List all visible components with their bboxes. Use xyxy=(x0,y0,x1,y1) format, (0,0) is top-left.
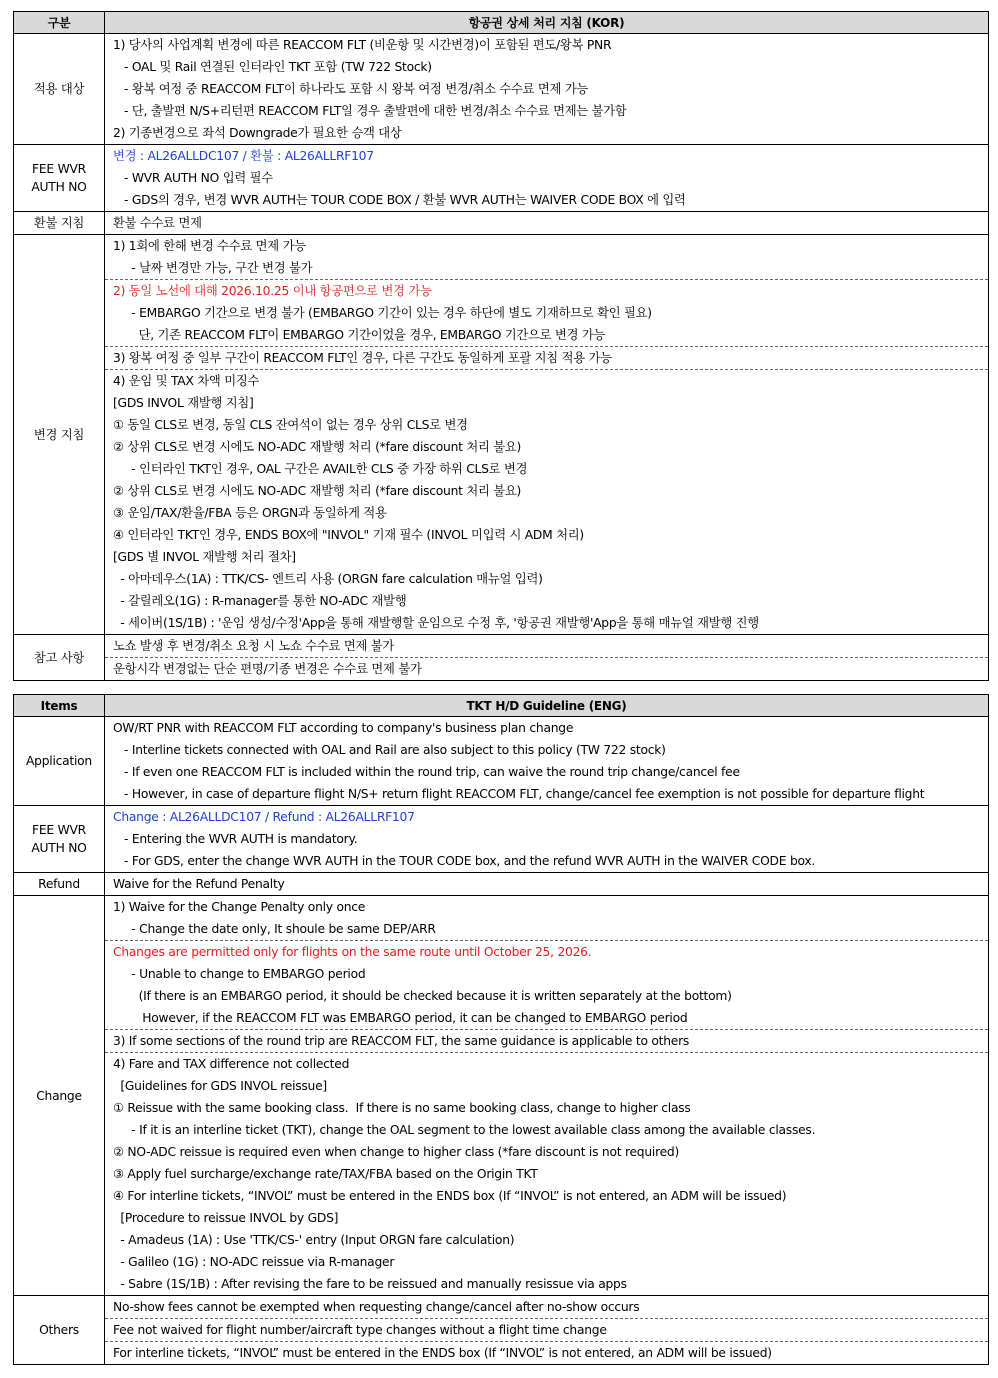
guideline-line: 1) Waive for the Change Penalty only once xyxy=(113,900,366,914)
guideline-line: - 왕복 여정 중 REACCOM FLT이 하나라도 포함 시 왕복 여정 변경/취소 수수료 면제 가능 xyxy=(113,82,589,96)
guideline-line: OW/RT PNR with REACCOM FLT according to company's business plan change xyxy=(113,721,574,735)
table-header-row xyxy=(14,12,989,34)
table-row xyxy=(14,34,989,145)
content-group xyxy=(105,279,988,346)
row-label: 참고 사항 xyxy=(14,635,105,681)
guideline-line: - Galileo (1G) : NO-ADC reissue via R-manager xyxy=(113,1255,395,1269)
guideline-line: Changes are permitted only for flights on the same route until October 25, 2026. xyxy=(113,945,592,959)
content-group xyxy=(105,1296,988,1318)
guideline-line: No-show fees cannot be exempted when requesting change/cancel after no-show occurs xyxy=(113,1300,640,1314)
guideline-line: ④ For interline tickets, “INVOL” must be entered in the ENDS box (If “INVOL” is not entered, an ADM will be issued) xyxy=(113,1189,787,1203)
content-group xyxy=(105,34,988,144)
content-group xyxy=(105,235,988,279)
content-group xyxy=(105,657,988,680)
guideline-line: - Interline tickets connected with OAL and Rail are also subject to this policy (TW 722 stock) xyxy=(113,743,666,757)
guideline-line: For interline tickets, “INVOL” must be entered in the ENDS box (If “INVOL” is not entered, an ADM will be issued) xyxy=(113,1346,772,1360)
content-group xyxy=(105,1318,988,1341)
guideline-line: ② NO-ADC reissue is required even when change to higher class (*fare discount is not required) xyxy=(113,1145,680,1159)
content-group xyxy=(105,635,988,657)
guideline-line: - OAL 및 Rail 연결된 인터라인 TKT 포함 (TW 722 Stock) xyxy=(113,60,432,74)
row-label: 환불 지침 xyxy=(14,212,105,235)
content-group xyxy=(105,145,988,211)
guideline-line: Waive for the Refund Penalty xyxy=(113,877,285,891)
content-group xyxy=(105,717,988,805)
table-row xyxy=(14,235,989,635)
guideline-line: - Entering the WVR AUTH is mandatory. xyxy=(113,832,358,846)
row-content xyxy=(105,145,989,212)
guideline-line: - WVR AUTH NO 입력 필수 xyxy=(113,171,273,185)
table-body xyxy=(14,34,989,681)
row-content xyxy=(105,896,989,1296)
row-content xyxy=(105,873,989,896)
guideline-line: ① 동일 CLS로 변경, 동일 CLS 잔여석이 없는 경우 상위 CLS로 변경 xyxy=(113,418,468,432)
content-group xyxy=(105,940,988,1029)
column-header-category: 구분 xyxy=(14,12,105,34)
guideline-line: - 날짜 변경만 가능, 구간 변경 불가 xyxy=(113,261,313,275)
table-row xyxy=(14,806,989,873)
guideline-line: - 세이버(1S/1B) : '운임 생성/수정'App을 통해 재발행할 운임으로 수정 후, '항공권 재발행'App을 통해 매뉴얼 재발행 진행 xyxy=(113,616,759,630)
row-content xyxy=(105,717,989,806)
content-group xyxy=(105,212,988,234)
row-label: FEE WVR AUTH NO xyxy=(14,145,105,212)
content-group xyxy=(105,806,988,872)
content-group xyxy=(105,346,988,369)
guideline-line: [Guidelines for GDS INVOL reissue] xyxy=(113,1079,327,1093)
row-label: Change xyxy=(14,896,105,1296)
guideline-line: - For GDS, enter the change WVR AUTH in the TOUR CODE box, and the refund WVR AUTH in the WAIVER CODE box. xyxy=(113,854,816,868)
row-content xyxy=(105,806,989,873)
row-label: 변경 지침 xyxy=(14,235,105,635)
content-group xyxy=(105,1341,988,1364)
guideline-line: 노쇼 발생 후 변경/취소 요청 시 노쇼 수수료 면제 불가 xyxy=(113,639,395,653)
row-label: Refund xyxy=(14,873,105,896)
guideline-line: - If it is an interline ticket (TKT), change the OAL segment to the lowest available class among the available classes. xyxy=(113,1123,816,1137)
guideline-line: However, if the REACCOM FLT was EMBARGO period, it can be changed to EMBARGO period xyxy=(113,1011,688,1025)
row-label: FEE WVR AUTH NO xyxy=(14,806,105,873)
guideline-line: ② 상위 CLS로 변경 시에도 NO-ADC 재발행 처리 (*fare discount 처리 불요) xyxy=(113,484,522,498)
guideline-line: 단, 기존 REACCOM FLT이 EMBARGO 기간이었을 경우, EMBARGO 기간으로 변경 가능 xyxy=(113,328,606,342)
guideline-line: 4) Fare and TAX difference not collected xyxy=(113,1057,350,1071)
row-content xyxy=(105,235,989,635)
guideline-line: - 인터라인 TKT인 경우, OAL 구간은 AVAIL한 CLS 중 가장 하위 CLS로 변경 xyxy=(113,462,528,476)
column-header-items: Items xyxy=(14,695,105,717)
guideline-line: [Procedure to reissue INVOL by GDS] xyxy=(113,1211,339,1225)
guideline-line: ④ 인터라인 TKT인 경우, ENDS BOX에 "INVOL" 기재 필수 (INVOL 미입력 시 ADM 처리) xyxy=(113,528,584,542)
guideline-line: ③ 운임/TAX/환율/FBA 등은 ORGN과 동일하게 적용 xyxy=(113,506,387,520)
guideline-line: - 단, 출발편 N/S+리턴편 REACCOM FLT일 경우 출발편에 대한 변경/취소 수수료 면제는 불가함 xyxy=(113,104,627,118)
guideline-line: - GDS의 경우, 변경 WVR AUTH는 TOUR CODE BOX / 환불 WVR AUTH는 WAIVER CODE BOX 에 입력 xyxy=(113,193,686,207)
guideline-line: 2) 기종변경으로 좌석 Downgrade가 필요한 승객 대상 xyxy=(113,126,402,140)
content-group xyxy=(105,896,988,940)
guideline-line: (If there is an EMBARGO period, it should be checked because it is written separately at the bottom) xyxy=(113,989,732,1003)
guideline-line: 1) 1회에 한해 변경 수수료 면제 가능 xyxy=(113,239,306,253)
row-content xyxy=(105,1296,989,1365)
content-group xyxy=(105,1052,988,1295)
guideline-line: - Change the date only, It shoule be same DEP/ARR xyxy=(113,922,436,936)
guideline-line: ② 상위 CLS로 변경 시에도 NO-ADC 재발행 처리 (*fare discount 처리 불요) xyxy=(113,440,522,454)
guideline-line: ① Reissue with the same booking class. If there is no same booking class, change to higher class xyxy=(113,1101,691,1115)
guideline-line: 1) 당사의 사업계획 변경에 따른 REACCOM FLT (비운항 및 시간변경)이 포함된 편도/왕복 PNR xyxy=(113,38,612,52)
guideline-line: - Unable to change to EMBARGO period xyxy=(113,967,366,981)
table-row xyxy=(14,1296,989,1365)
table-row xyxy=(14,145,989,212)
guideline-line: [GDS 별 INVOL 재발행 처리 절차] xyxy=(113,550,296,564)
guideline-line: - Sabre (1S/1B) : After revising the fare to be reissued and manually resissue via apps xyxy=(113,1277,627,1291)
guideline-line: - 아마데우스(1A) : TTK/CS- 엔트리 사용 (ORGN fare calculation 매뉴얼 입력) xyxy=(113,572,543,586)
guideline-line: - If even one REACCOM FLT is included within the round trip, can waive the round trip change/cancel fee xyxy=(113,765,740,779)
row-label: 적용 대상 xyxy=(14,34,105,145)
content-group xyxy=(105,1029,988,1052)
column-header-guideline: 항공권 상세 처리 지침 (KOR) xyxy=(105,12,989,34)
table-row xyxy=(14,635,989,681)
row-content xyxy=(105,34,989,145)
guideline-line: - However, in case of departure flight N/S+ return flight REACCOM FLT, change/cancel fee exemption is not possible for departure flight xyxy=(113,787,925,801)
guideline-line: - Amadeus (1A) : Use 'TTK/CS-' entry (Input ORGN fare calculation) xyxy=(113,1233,515,1247)
row-label: Application xyxy=(14,717,105,806)
content-group xyxy=(105,873,988,895)
guideline-line: [GDS INVOL 재발행 지침] xyxy=(113,396,254,410)
guideline-line: Change : AL26ALLDC107 / Refund : AL26ALLRF107 xyxy=(113,810,415,824)
row-content xyxy=(105,635,989,681)
guideline-line: - 갈릴레오(1G) : R-manager를 통한 NO-ADC 재발행 xyxy=(113,594,407,608)
table-header-row xyxy=(14,695,989,717)
guideline-line: 2) 동일 노선에 대해 2026.10.25 이내 항공편으로 변경 가능 xyxy=(113,284,432,298)
guideline-line: 3) 왕복 여정 중 일부 구간이 REACCOM FLT인 경우, 다른 구간도 동일하게 포괄 지침 적용 가능 xyxy=(113,351,612,365)
guideline-line: 4) 운임 및 TAX 차액 미징수 xyxy=(113,374,260,388)
guideline-table-kor xyxy=(13,11,989,681)
guideline-line: ③ Apply fuel surcharge/exchange rate/TAX/FBA based on the Origin TKT xyxy=(113,1167,538,1181)
table-row xyxy=(14,896,989,1296)
table-row xyxy=(14,873,989,896)
table-body xyxy=(14,717,989,1365)
row-label: Others xyxy=(14,1296,105,1365)
content-group xyxy=(105,369,988,634)
table-row xyxy=(14,212,989,235)
guideline-table-eng xyxy=(13,694,989,1365)
guideline-line: Fee not waived for flight number/aircraft type changes without a flight time change xyxy=(113,1323,607,1337)
column-header-guideline: TKT H/D Guideline (ENG) xyxy=(105,695,989,717)
guideline-line: 운항시각 변경없는 단순 편명/기종 변경은 수수료 면제 불가 xyxy=(113,662,422,676)
row-content xyxy=(105,212,989,235)
guideline-line: 3) If some sections of the round trip are REACCOM FLT, the same guidance is applicable to others xyxy=(113,1034,690,1048)
guideline-line: 변경 : AL26ALLDC107 / 환불 : AL26ALLRF107 xyxy=(113,149,374,163)
table-row xyxy=(14,717,989,806)
guideline-line: 환불 수수료 면제 xyxy=(113,216,202,230)
guideline-line: - EMBARGO 기간으로 변경 불가 (EMBARGO 기간이 있는 경우 하단에 별도 기재하므로 확인 필요) xyxy=(113,306,652,320)
